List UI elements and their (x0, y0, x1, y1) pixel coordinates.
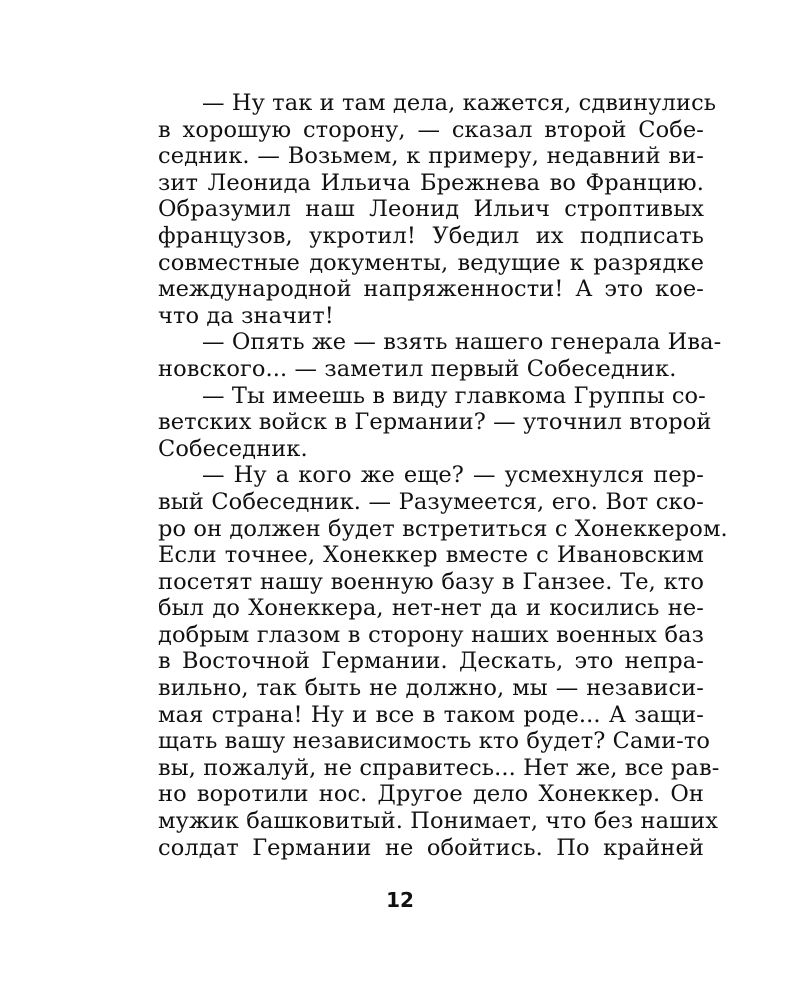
text-line: мая страна! Ну и все в таком роде... А защи- (158, 701, 704, 728)
text-line: добрым глазом в сторону наших военных баз (158, 621, 704, 648)
page-body (158, 90, 728, 861)
text-line: в хорошую сторону, — сказал второй Собе- (158, 116, 704, 143)
text-line: мужик башковитый. Понимает, что без наших (158, 808, 719, 835)
text-line: вы, пожалуй, не справитесь... Нет же, все рав- (158, 754, 720, 781)
text-line: — Опять же — взять нашего генерала Ива- (202, 329, 722, 356)
text-line: седник. — Возьмем, к примеру, недавний ви- (158, 143, 704, 170)
text-line: солдат Германии не обойтись. По крайней (158, 834, 704, 861)
text-line: — Ты имеешь в виду главкома Группы со- (202, 382, 706, 409)
text-line: зит Леонида Ильича Брежнева во Францию. (158, 169, 704, 196)
paragraph (158, 329, 722, 382)
text-line: что да значит! (158, 302, 334, 329)
text-line: ро он должен будет встретиться с Хонеккером. (158, 515, 728, 542)
text-line: совместные документы, ведущие к разрядке (158, 249, 704, 276)
text-line: международной напряженности! А это кое- (158, 276, 704, 303)
text-line: но воротили нос. Другое дело Хонеккер. Он (158, 781, 704, 808)
text-line: новского... — заметил первый Собеседник. (158, 355, 677, 382)
text-line: — Ну так и там дела, кажется, сдвинулись (202, 90, 717, 116)
paragraph (158, 382, 712, 463)
text-line: вильно, так быть не должно, мы — независи- (158, 675, 704, 702)
text-line: щать вашу независимость кто будет? Сами-то (158, 728, 711, 755)
text-line: посетят нашу военную базу в Ганзее. Те, кто (158, 568, 704, 595)
paragraph (158, 90, 717, 329)
text-line: в Восточной Германии. Дескать, это непра- (158, 648, 704, 675)
text-line: Если точнее, Хонеккер вместе с Ивановским (158, 542, 704, 569)
text-line: ветских войск в Германии? — уточнил второй (158, 409, 712, 436)
text-line: вый Собеседник. — Разумеется, его. Вот ско- (158, 488, 704, 515)
text-line: — Ну а кого же еще? — усмехнулся пер- (202, 462, 704, 489)
paragraph (158, 462, 728, 861)
page-number: 12 (386, 888, 414, 912)
text-line: Собеседник. (158, 435, 308, 462)
text-line: Образумил наш Леонид Ильич строптивых (158, 196, 704, 223)
text-line: был до Хонеккера, нет-нет да и косились не- (158, 595, 704, 622)
text-line: французов, укротил! Убедил их подписать (158, 222, 704, 249)
